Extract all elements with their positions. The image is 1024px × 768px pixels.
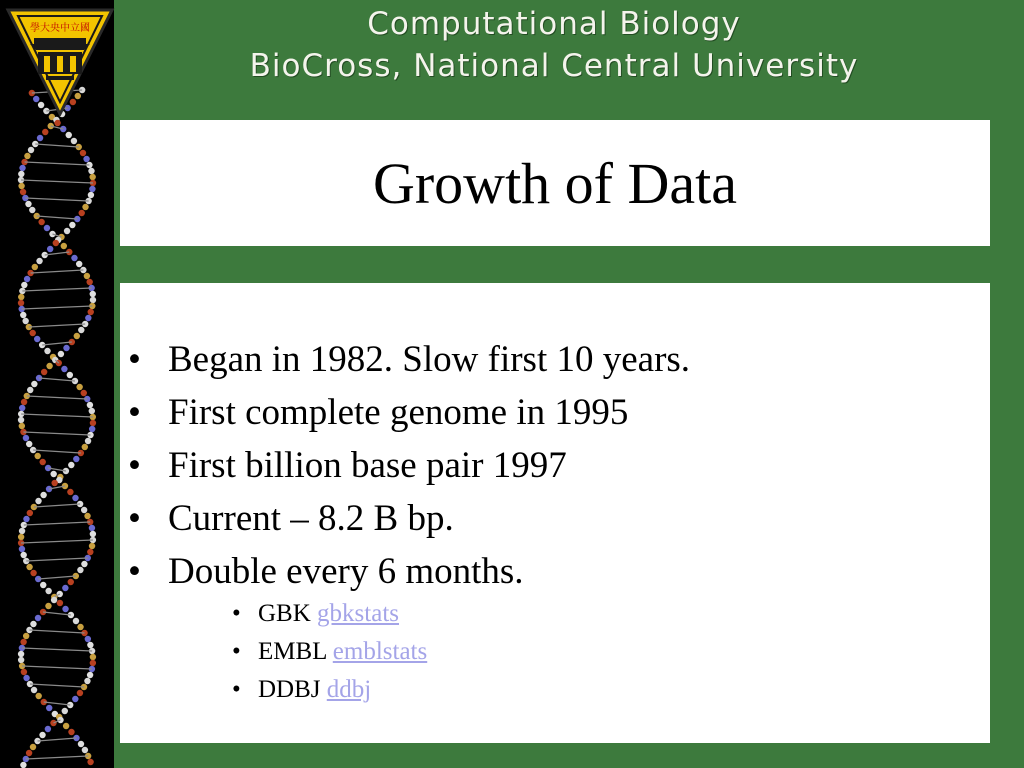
bullet-dot: • [128, 498, 141, 539]
sub-bullet-embl: • EMBL emblstats [232, 638, 428, 665]
bullet-item: • Double every 6 months. [128, 551, 524, 592]
ddbj-link[interactable]: ddbj [326, 676, 372, 703]
header-title: Computational Biology [367, 6, 741, 42]
university-seal-icon [4, 4, 116, 116]
slide-title: Growth of Data [372, 151, 737, 216]
header-subtitle: BioCross, National Central University [249, 48, 859, 84]
bullet-item: • Began in 1982. Slow first 10 years. [128, 339, 691, 380]
gbkstats-link[interactable]: gbkstats [317, 600, 399, 627]
sub-bullet-ddbj: • DDBJ ddbj [232, 676, 372, 703]
header-banner [114, 0, 1024, 118]
bullet-dot: • [128, 551, 141, 592]
bullet-dot: • [128, 392, 141, 433]
bullet-dot: • [128, 339, 141, 380]
sub-bullet-gbk: • GBK gbkstats [232, 600, 399, 627]
bullet-item: • First complete genome in 1995 [128, 392, 629, 433]
bullet-item: • First billion base pair 1997 [128, 445, 567, 486]
bullet-dot: • [128, 445, 141, 486]
emblstats-link[interactable]: emblstats [332, 638, 428, 665]
logo-text: 學大央中立國 [30, 23, 90, 34]
bullet-item: • Current – 8.2 B bp. [128, 498, 454, 539]
